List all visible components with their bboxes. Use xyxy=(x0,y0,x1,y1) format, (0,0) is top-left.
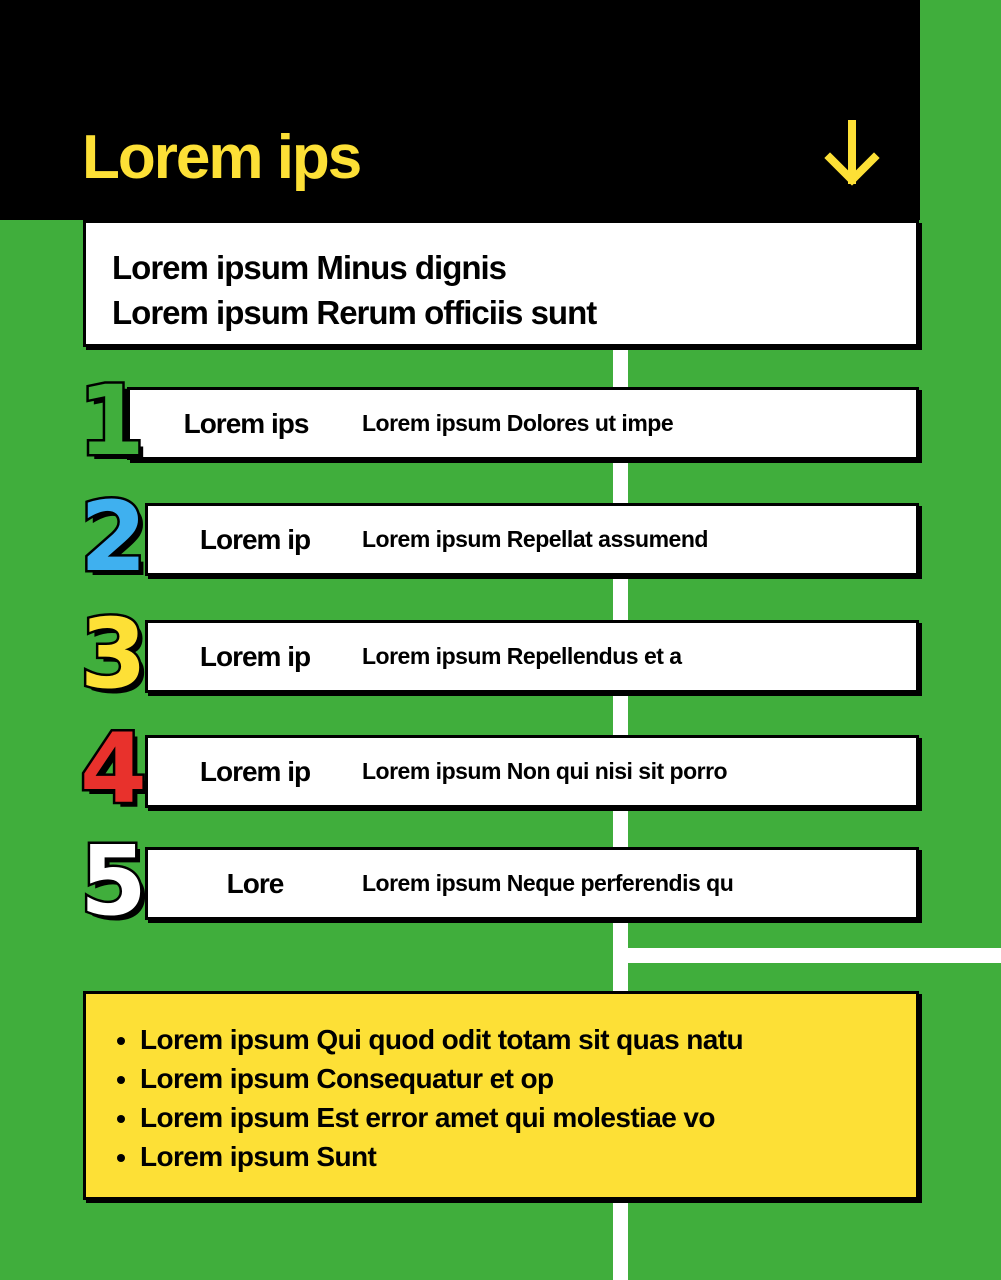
bullet-item: • Lorem ipsum Sunt xyxy=(140,1137,892,1176)
item-label: Lorem ip xyxy=(199,640,311,672)
item-number-icon: 2 xyxy=(80,481,147,593)
item-number-icon: 1 xyxy=(78,365,145,477)
item-number-icon: 5 xyxy=(80,825,147,937)
item-text: Lorem ipsum Neque perferendis qu xyxy=(362,870,734,896)
list-item xyxy=(145,735,919,808)
intro-line-1: Lorem ipsum Minus dignis xyxy=(112,249,507,286)
bullet-box xyxy=(83,991,919,1200)
item-label: Lorem ip xyxy=(199,523,311,555)
arrow-down-icon xyxy=(822,118,882,190)
item-number-icon: 4 xyxy=(80,713,147,825)
list-item xyxy=(145,620,919,693)
page-title: Lorem ips xyxy=(82,123,361,192)
list-item xyxy=(145,847,919,920)
item-text: Lorem ipsum Repellat assumend xyxy=(362,526,708,552)
item-text: Lorem ipsum Non qui nisi sit porro xyxy=(362,758,728,784)
list-item xyxy=(127,387,919,460)
intro-box xyxy=(83,220,919,347)
item-label: Lorem ips xyxy=(183,407,309,439)
item-text: Lorem ipsum Repellendus et a xyxy=(362,643,682,669)
bullet-item: • Lorem ipsum Consequatur et op xyxy=(140,1059,892,1098)
bullet-item: • Lorem ipsum Qui quod odit totam sit quas natu xyxy=(140,1020,892,1059)
item-label: Lore xyxy=(226,867,284,899)
item-label: Lorem ip xyxy=(199,755,311,787)
item-text: Lorem ipsum Dolores ut impe xyxy=(362,410,674,436)
item-number-icon: 3 xyxy=(80,598,147,710)
bullet-item: • Lorem ipsum Est error amet qui molestiae vo xyxy=(140,1098,892,1137)
intro-line-2: Lorem ipsum Rerum officiis sunt xyxy=(112,294,597,331)
field-line-horizontal xyxy=(628,948,1001,963)
list-item xyxy=(145,503,919,576)
